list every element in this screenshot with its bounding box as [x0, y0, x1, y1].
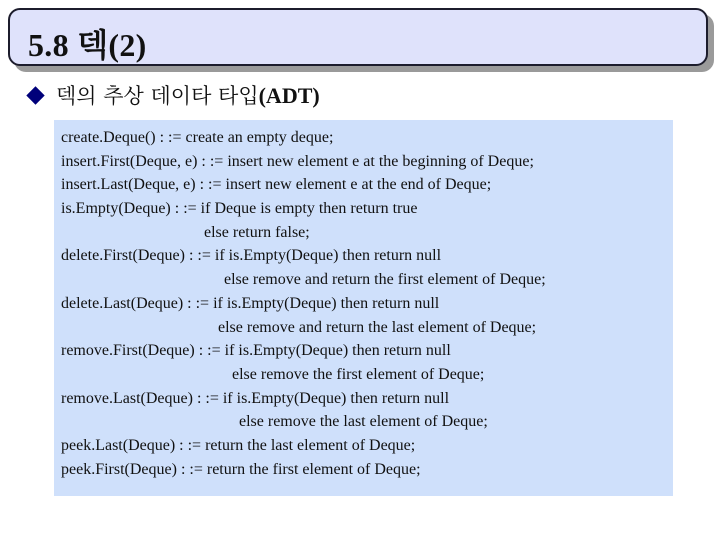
- adt-line-is-empty: is.Empty(Deque) : := if Deque is empty then return true: [61, 200, 418, 218]
- adt-line-remove-last-else: else remove the last element of Deque;: [239, 413, 488, 431]
- diamond-bullet-icon: [26, 86, 44, 104]
- adt-line-delete-last: delete.Last(Deque) : := if is.Empty(Deque) then return null: [61, 294, 440, 312]
- adt-line-remove-first-else: else remove the first element of Deque;: [232, 365, 485, 383]
- adt-line-create: create.Deque() : := create an empty deque;: [61, 129, 334, 146]
- adt-line-is-empty-else: else return false;: [204, 223, 310, 241]
- adt-line-remove-first: remove.First(Deque) : := if is.Empty(Deque) then return null: [61, 342, 451, 360]
- section-heading-korean: 덱의 추상 데이타 타입: [56, 84, 259, 108]
- adt-line-delete-last-else: else remove and return the last element of Deque;: [218, 318, 537, 336]
- adt-lines: [61, 126, 669, 481]
- adt-line-insert-first: insert.First(Deque, e) : := insert new element e at the beginning of Deque;: [61, 152, 534, 170]
- title-banner: [8, 8, 708, 66]
- adt-line-delete-first-else: else remove and return the first element of Deque;: [224, 271, 546, 289]
- adt-definition-box: [54, 120, 673, 496]
- section-heading-abbrev: (ADT): [258, 83, 320, 108]
- adt-line-delete-first: delete.First(Deque) : := if is.Empty(Deque) then return null: [61, 247, 442, 265]
- adt-line-peek-first: peek.First(Deque) : := return the first element of Deque;: [61, 460, 421, 478]
- slide-title: 5.8 덱(2): [28, 27, 147, 63]
- adt-line-peek-last: peek.Last(Deque) : := return the last element of Deque;: [61, 436, 416, 454]
- adt-line-remove-last: remove.Last(Deque) : := if is.Empty(Deque) then return null: [61, 389, 450, 407]
- section-heading: [56, 80, 320, 110]
- adt-line-insert-last: insert.Last(Deque, e) : := insert new element e at the end of Deque;: [61, 176, 492, 194]
